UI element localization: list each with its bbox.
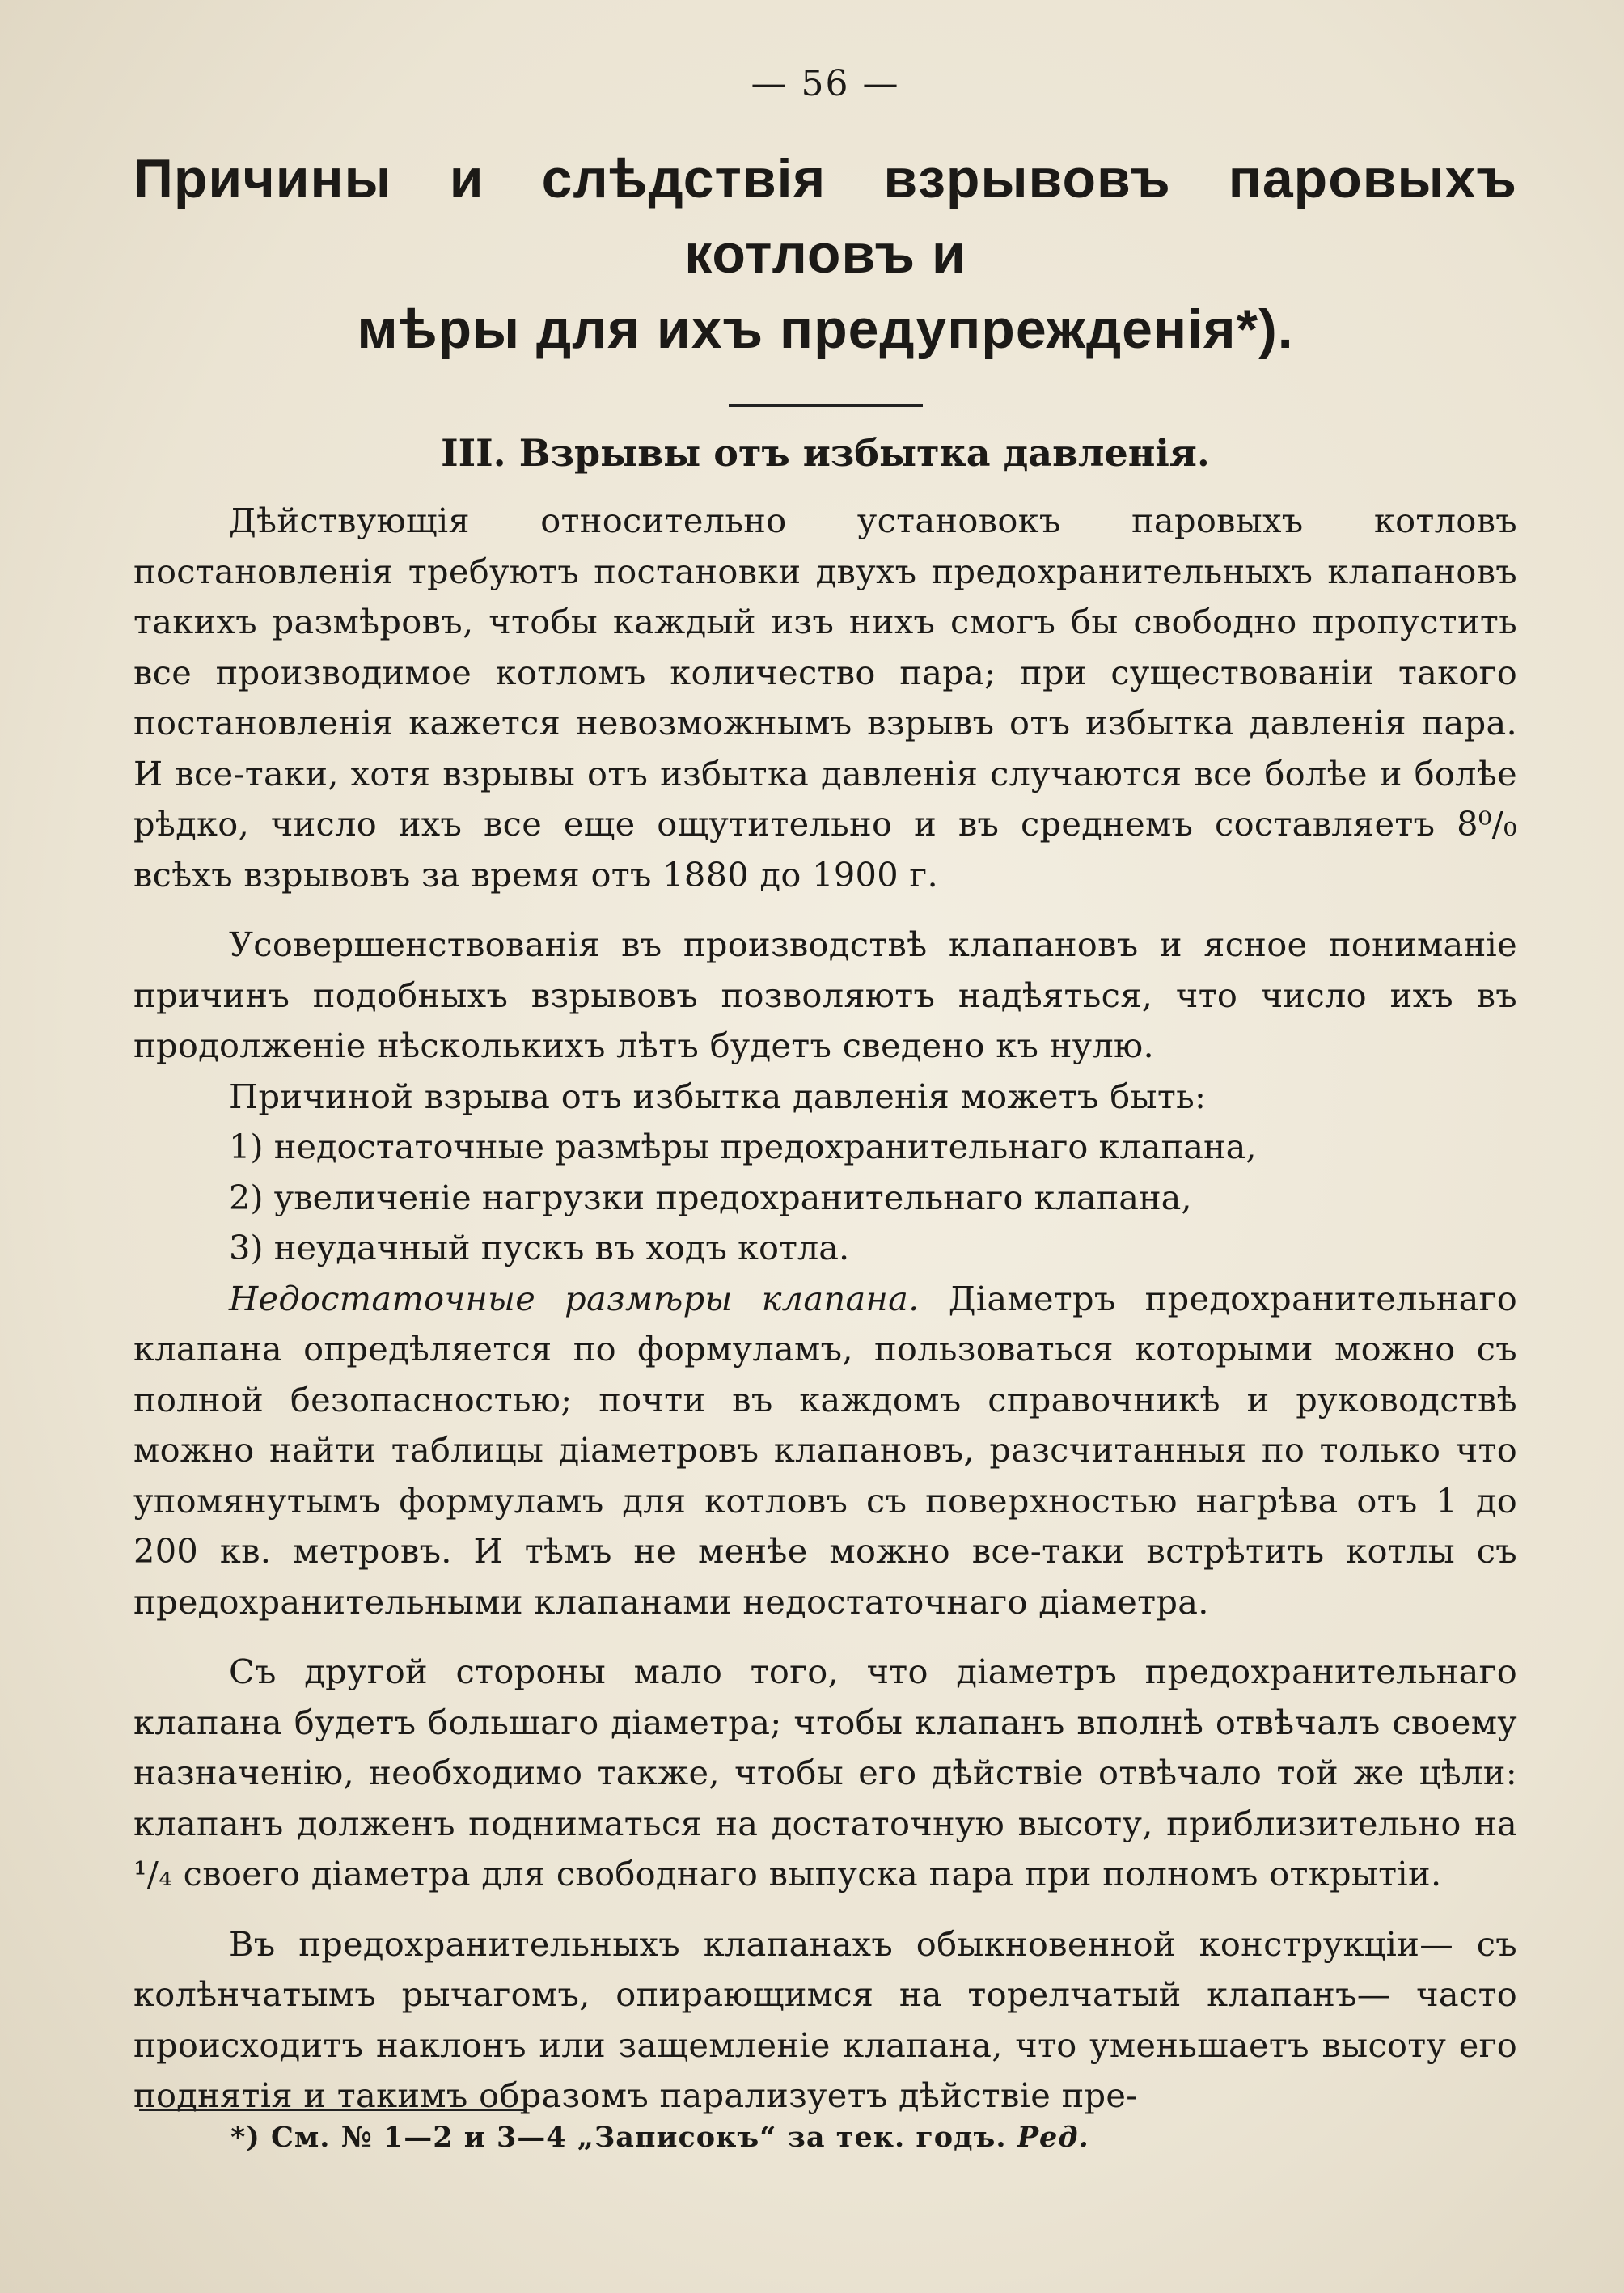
paragraph-6: Въ предохранительныхъ клапанахъ обыкновенной конструкціи— съ колѣнчатымъ рычагомъ, опирающимся на торелчатый клапанъ— часто происходитъ наклонъ или защемленіе клапана, что уменьшаетъ высоту его поднятія и такимъ образомъ парализуетъ дѣйствіе пре- (133, 1923, 1517, 2115)
footnote-editor-mark: Ред. (1017, 2121, 1089, 2154)
title-divider (729, 404, 923, 407)
paragraph-3: Причиной взрыва отъ избытка давленія можетъ быть: (229, 1076, 1207, 1116)
paragraph-4 (133, 1274, 1517, 1628)
paragraph-2: Усовершенствованія въ производствѣ клапановъ и ясное пониманіе причинъ подобныхъ взрывовъ позволяютъ надѣяться, что число ихъ въ продолженіе нѣсколькихъ лѣтъ будетъ сведено къ нулю. (133, 924, 1517, 1065)
footnote-divider (139, 2109, 527, 2111)
causes-list (133, 1122, 1517, 1274)
footnote (230, 2121, 1089, 2154)
page-number: — 56 — (751, 63, 900, 104)
title-line-1: Причины и слѣдствія взрывовъ паровыхъ котловъ и (133, 148, 1517, 285)
article-body (133, 496, 1517, 2122)
paragraph-5: Съ другой стороны мало того, что діаметръ предохранительнаго клапана будетъ большаго діаметра; чтобы клапанъ вполнѣ отвѣчалъ своему назначенію, необходимо также, чтобы его дѣйствіе отвѣчало той же цѣли: клапанъ долженъ подниматься на достаточную высоту, приблизительно на ¹/₄ своего діаметра для свободнаго выпуска пара при полномъ открытіи. (133, 1652, 1517, 1893)
title-line-2: мѣры для ихъ предупрежденія*). (357, 298, 1294, 360)
paragraph-4-lead: Недостаточные размѣры клапана. (229, 1278, 920, 1318)
list-item: 3) неудачный пускъ въ ходъ котла. (229, 1228, 850, 1267)
paragraph-4-text: Діаметръ предохранительнаго клапана опредѣляется по формуламъ, пользоваться которыми можно съ полной безопасностью; почти въ каждомъ справочникѣ и руководствѣ можно найти таблицы діаметровъ клапановъ, разсчитанныя по только что упомянутымъ формуламъ для котловъ съ поверхностью нагрѣва отъ 1 до 200 кв. метровъ. И тѣмъ не менѣе можно все-таки встрѣтить котлы съ предохранительными клапанами недостаточнаго діаметра. (133, 1278, 1518, 1622)
article-title (133, 142, 1517, 367)
footnote-text: *) См. № 1—2 и 3—4 „Записокъ“ за тек. годъ. (230, 2121, 1017, 2154)
list-item: 1) недостаточные размѣры предохранительнаго клапана, (229, 1127, 1257, 1166)
section-heading: III. Взрывы отъ избытка давленія. (441, 431, 1210, 475)
list-item: 2) увеличеніе нагрузки предохранительнаго клапана, (229, 1177, 1192, 1217)
paragraph-1: Дѣйствующія относительно установокъ паровыхъ котловъ постановленія требуютъ постановки двухъ предохранительныхъ клапановъ такихъ размѣровъ, чтобы каждый изъ нихъ смогъ бы свободно пропустить все производимое котломъ количество пара; при существованіи такого постановленія кажется невозможнымъ взрывъ отъ избытка давленія пара. И все-таки, хотя взрывы отъ избытка давленія случаются все болѣе и болѣе рѣдко, число ихъ все еще ощутительно и въ среднемъ составляетъ 8⁰/₀ всѣхъ взрывовъ за время отъ 1880 до 1900 г. (133, 501, 1517, 895)
